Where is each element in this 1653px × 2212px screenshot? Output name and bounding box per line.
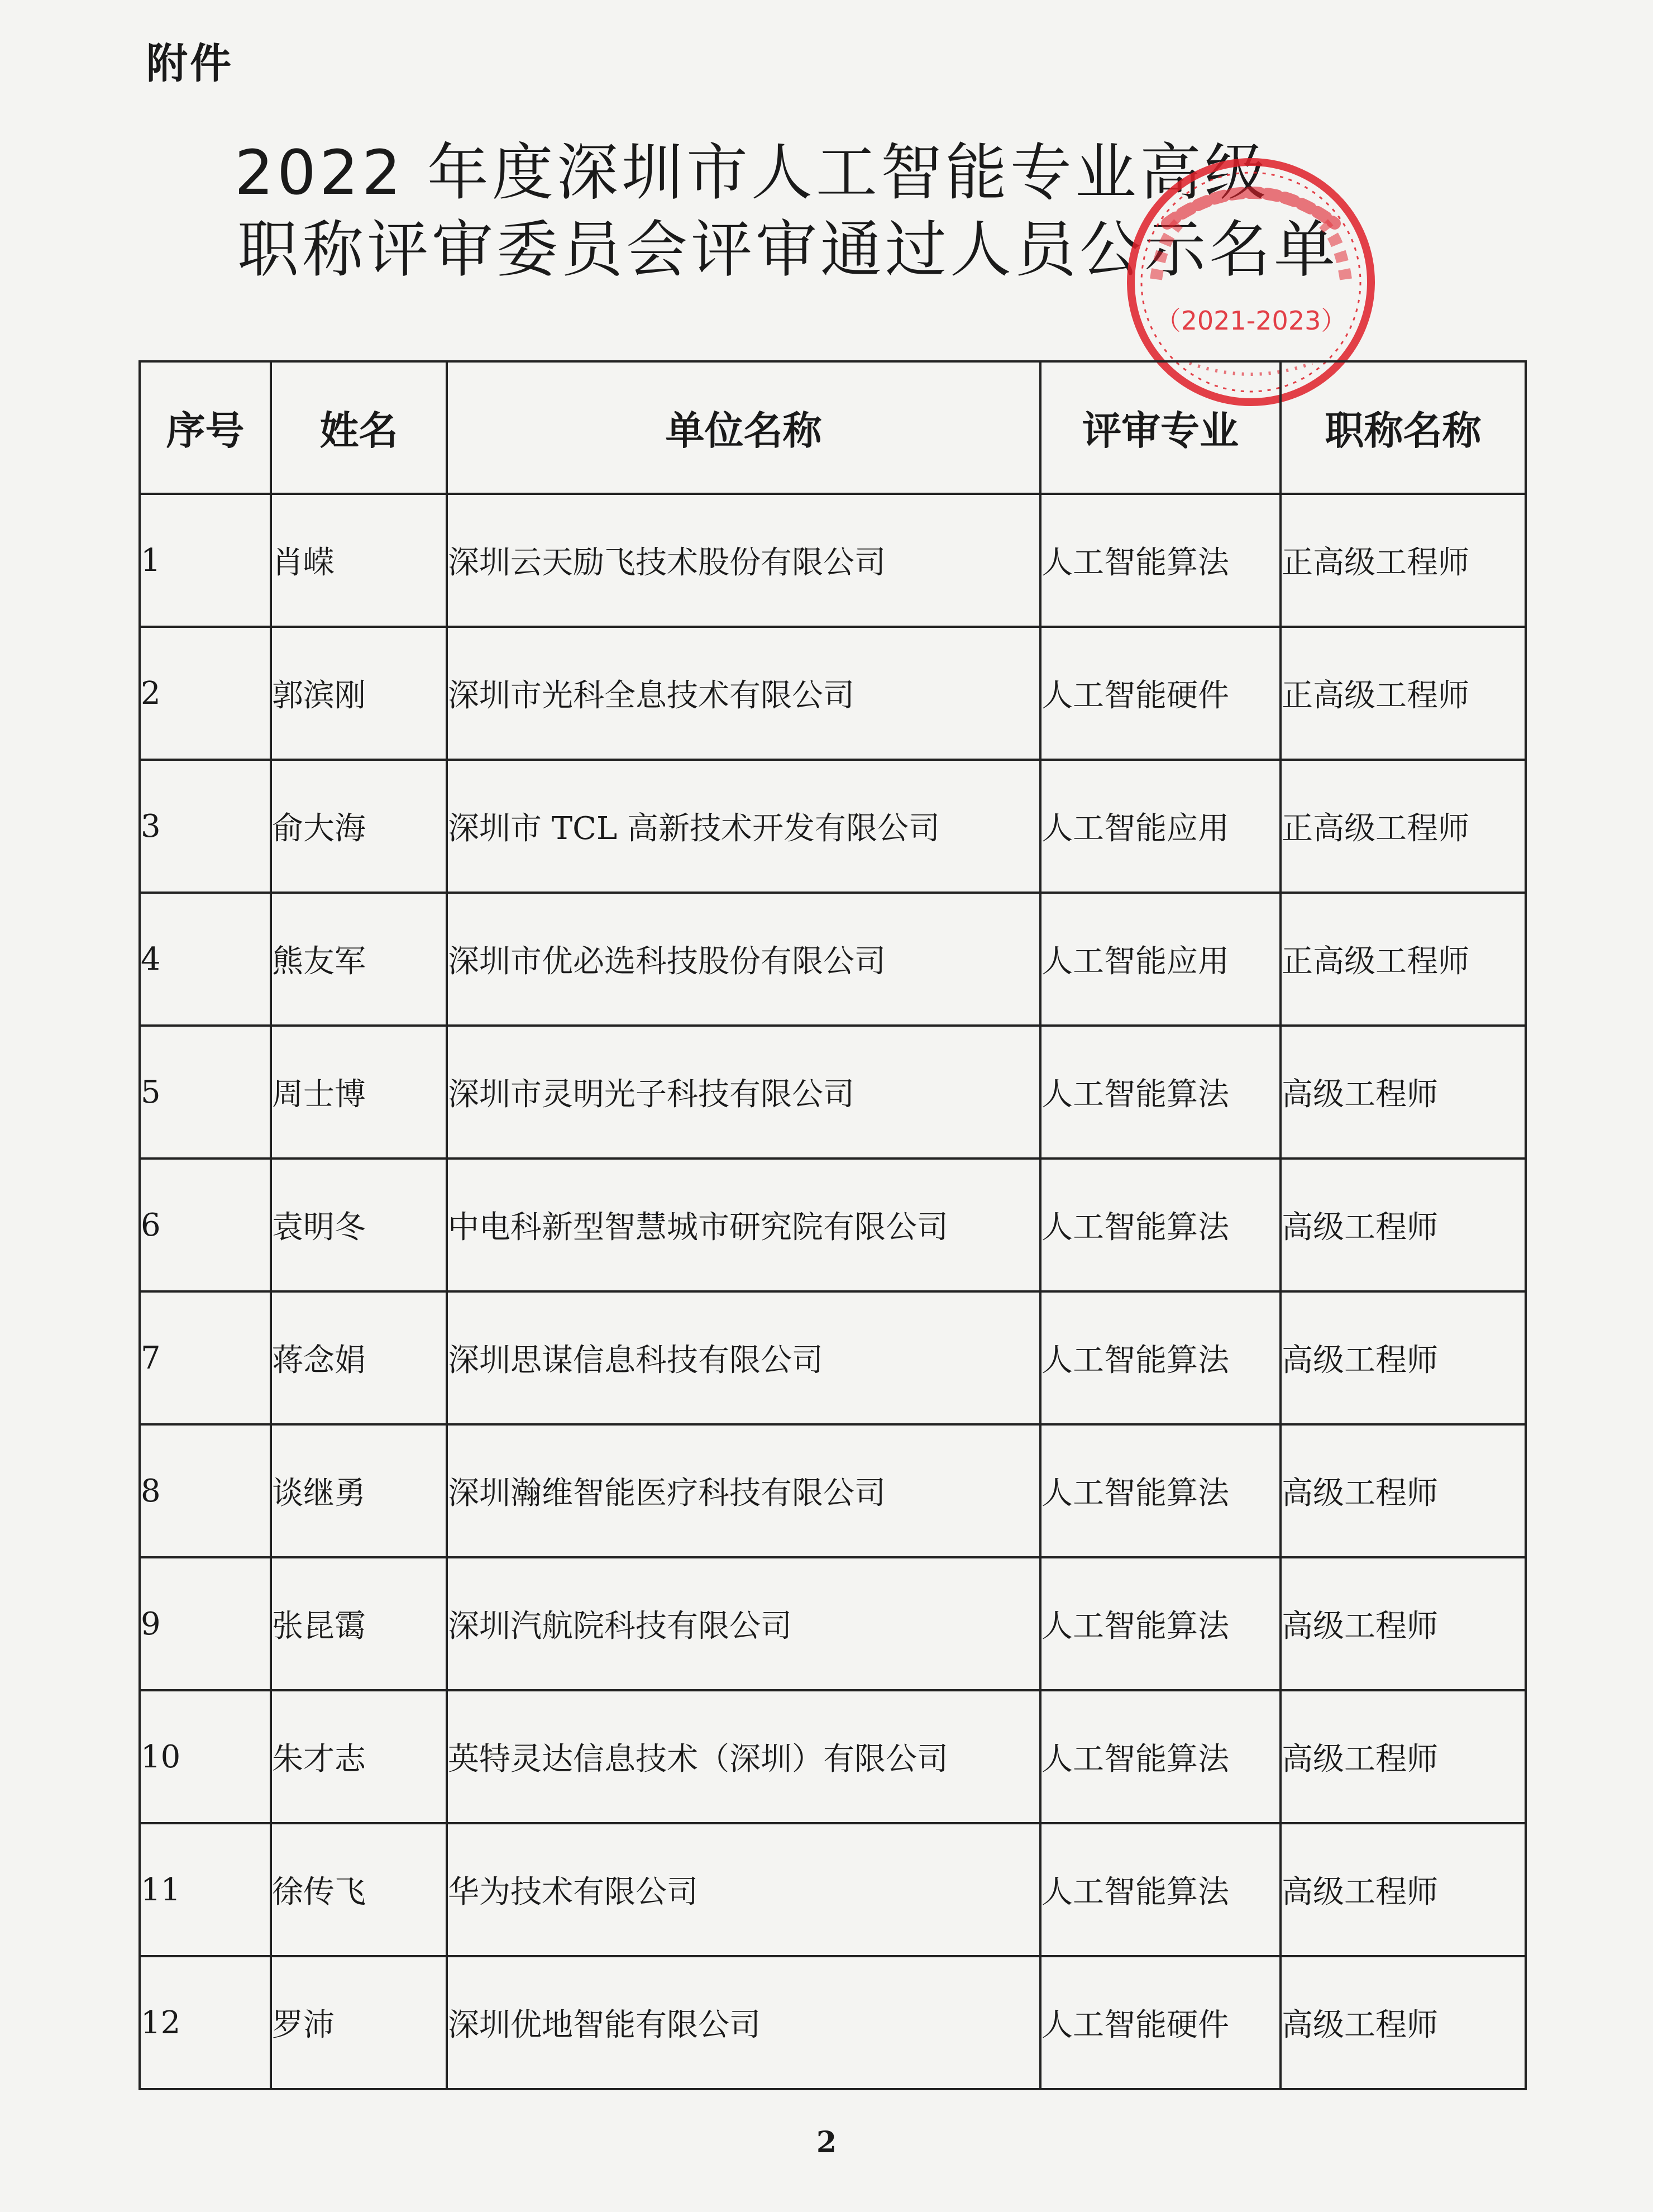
cell-number: 4 [140,893,271,1026]
attachment-label: 附件 [146,40,233,88]
table-row [140,1956,1526,2089]
title-line-1: 2022 年度深圳市人工智能专业高级 [235,137,1269,208]
cell-number: 9 [140,1557,271,1690]
table-row [140,1291,1526,1424]
cell-title: 正高级工程师 [1281,494,1526,627]
cell-number: 12 [140,1956,271,2089]
cell-unit: 深圳优地智能有限公司 [447,1956,1040,2089]
page-number: 2 [816,2125,837,2159]
cell-number: 7 [140,1291,271,1424]
cell-number: 5 [140,1026,271,1159]
cell-title: 高级工程师 [1281,1159,1526,1291]
table-row [140,1557,1526,1690]
cell-title: 高级工程师 [1281,1424,1526,1557]
cell-name: 谈继勇 [271,1424,447,1557]
cell-name: 朱才志 [271,1690,447,1823]
cell-name: 罗沛 [271,1956,447,2089]
cell-unit: 中电科新型智慧城市研究院有限公司 [447,1159,1040,1291]
cell-number: 3 [140,760,271,893]
cell-title: 高级工程师 [1281,1690,1526,1823]
seal-year-range: （2021-2023） [1155,306,1347,336]
cell-name: 徐传飞 [271,1823,447,1956]
cell-title: 高级工程师 [1281,1956,1526,2089]
cell-unit: 深圳云天励飞技术股份有限公司 [447,494,1040,627]
cell-specialty: 人工智能算法 [1040,494,1281,627]
cell-specialty: 人工智能应用 [1040,760,1281,893]
cell-title: 高级工程师 [1281,1026,1526,1159]
table-row [140,1823,1526,1956]
cell-unit: 深圳市灵明光子科技有限公司 [447,1026,1040,1159]
cell-specialty: 人工智能硬件 [1040,627,1281,760]
cell-title: 正高级工程师 [1281,627,1526,760]
cell-unit: 深圳汽航院科技有限公司 [447,1557,1040,1690]
cell-specialty: 人工智能算法 [1040,1291,1281,1424]
cell-number: 2 [140,627,271,760]
cell-number: 11 [140,1823,271,1956]
cell-number: 6 [140,1159,271,1291]
cell-unit: 华为技术有限公司 [447,1823,1040,1956]
table-row [140,627,1526,760]
cell-specialty: 人工智能应用 [1040,893,1281,1026]
cell-unit: 深圳市优必选科技股份有限公司 [447,893,1040,1026]
cell-number: 10 [140,1690,271,1823]
header-unit: 单位名称 [447,361,1040,494]
cell-name: 熊友军 [271,893,447,1026]
cell-name: 张昆霭 [271,1557,447,1690]
cell-unit: 英特灵达信息技术（深圳）有限公司 [447,1690,1040,1823]
header-name: 姓名 [271,361,447,494]
table-row [140,1690,1526,1823]
cell-number: 8 [140,1424,271,1557]
table-header-row [140,361,1526,494]
header-number: 序号 [140,361,271,494]
cell-name: 郭滨刚 [271,627,447,760]
title-line-2: 职称评审委员会评审通过人员公示名单 [237,214,1339,285]
cell-unit: 深圳瀚维智能医疗科技有限公司 [447,1424,1040,1557]
cell-title: 高级工程师 [1281,1823,1526,1956]
cell-name: 俞大海 [271,760,447,893]
approved-personnel-table [138,360,1527,2090]
cell-specialty: 人工智能硬件 [1040,1956,1281,2089]
cell-specialty: 人工智能算法 [1040,1159,1281,1291]
cell-unit: 深圳市 TCL 高新技术开发有限公司 [447,760,1040,893]
cell-name: 肖嵘 [271,494,447,627]
header-title: 职称名称 [1281,361,1526,494]
cell-specialty: 人工智能算法 [1040,1690,1281,1823]
table-row [140,1159,1526,1291]
cell-title: 正高级工程师 [1281,893,1526,1026]
cell-number: 1 [140,494,271,627]
cell-specialty: 人工智能算法 [1040,1026,1281,1159]
cell-unit: 深圳思谋信息科技有限公司 [447,1291,1040,1424]
table-row [140,1424,1526,1557]
table-row [140,893,1526,1026]
cell-name: 蒋念娟 [271,1291,447,1424]
table-row [140,760,1526,893]
table-row [140,494,1526,627]
table-row [140,1026,1526,1159]
cell-unit: 深圳市光科全息技术有限公司 [447,627,1040,760]
cell-specialty: 人工智能算法 [1040,1823,1281,1956]
cell-name: 周士博 [271,1026,447,1159]
cell-specialty: 人工智能算法 [1040,1424,1281,1557]
cell-name: 袁明冬 [271,1159,447,1291]
cell-specialty: 人工智能算法 [1040,1557,1281,1690]
cell-title: 高级工程师 [1281,1557,1526,1690]
cell-title: 高级工程师 [1281,1291,1526,1424]
header-specialty: 评审专业 [1040,361,1281,494]
cell-title: 正高级工程师 [1281,760,1526,893]
